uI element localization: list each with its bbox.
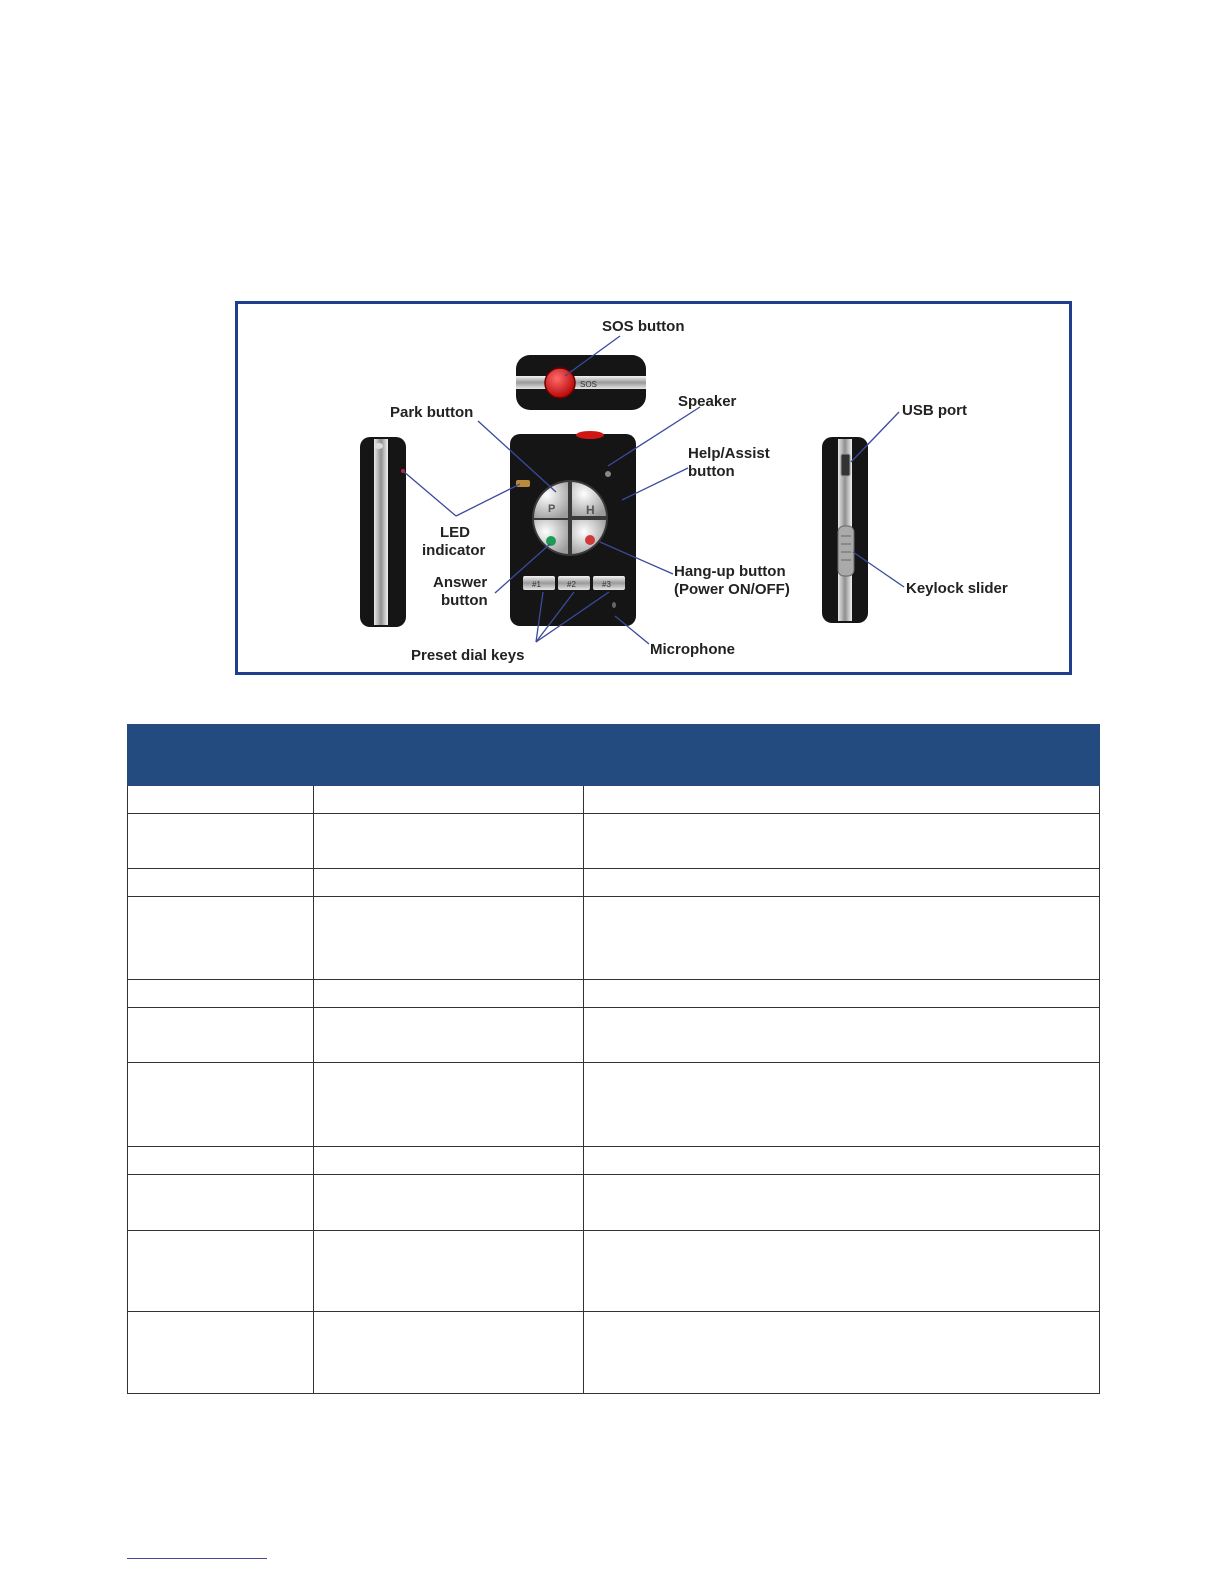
device-diagram — [238, 304, 1069, 672]
table-cell — [584, 1231, 1100, 1312]
table-cell — [128, 897, 314, 980]
led-indicator-label-1: LED — [440, 524, 470, 541]
left-side-device — [360, 437, 406, 627]
led-icon — [516, 480, 530, 487]
led-indicator-label-2: indicator — [422, 542, 486, 559]
table-row — [128, 1008, 1100, 1063]
table-cell — [584, 980, 1100, 1008]
park-button-label: Park button — [390, 404, 474, 421]
table-cell — [128, 1175, 314, 1231]
table-cell — [128, 814, 314, 869]
table-cell — [314, 869, 584, 897]
table-cell — [128, 1063, 314, 1147]
table-row — [128, 1231, 1100, 1312]
table-row — [128, 1063, 1100, 1147]
table-cell — [128, 1231, 314, 1312]
table-cell — [584, 1008, 1100, 1063]
table-row — [128, 1147, 1100, 1175]
table-row — [128, 786, 1100, 814]
preset-dial-keys-label: Preset dial keys — [411, 647, 525, 664]
usb-port-icon — [841, 454, 850, 476]
table-cell — [128, 869, 314, 897]
table-cell — [314, 1063, 584, 1147]
table-cell — [314, 1231, 584, 1312]
table-row — [128, 1175, 1100, 1231]
table-row — [128, 897, 1100, 980]
svg-text:H: H — [586, 503, 595, 517]
table-row — [128, 814, 1100, 869]
table-cell — [128, 786, 314, 814]
table-cell — [314, 1147, 584, 1175]
top-view-device — [516, 355, 646, 410]
spec-table — [127, 724, 1100, 1394]
usb-port-label: USB port — [902, 402, 967, 419]
help-assist-label-1: Help/Assist — [688, 445, 770, 462]
svg-text:#1: #1 — [532, 580, 541, 589]
table-cell — [584, 1147, 1100, 1175]
callout-labels — [390, 318, 1008, 664]
svg-text:#2: #2 — [567, 580, 576, 589]
table-row — [128, 1312, 1100, 1394]
hangup-icon — [585, 535, 595, 545]
table-header-cell — [128, 725, 314, 786]
answer-icon — [546, 536, 556, 546]
table-cell — [128, 980, 314, 1008]
table-cell — [584, 869, 1100, 897]
table-cell — [584, 814, 1100, 869]
device-diagram-figure — [235, 301, 1072, 675]
table-cell — [314, 814, 584, 869]
svg-text:#3: #3 — [602, 580, 611, 589]
sos-mark: SOS — [580, 380, 597, 389]
hangup-button-label-1: Hang-up button — [674, 563, 786, 580]
keylock-slider-icon — [838, 526, 854, 576]
table-header-cell — [314, 725, 584, 786]
answer-button-label-1: Answer — [433, 574, 488, 591]
table-header-cell — [584, 725, 1100, 786]
table-cell — [128, 1147, 314, 1175]
table-cell — [314, 897, 584, 980]
keylock-slider-label: Keylock slider — [906, 580, 1008, 597]
footnote-separator — [127, 1558, 267, 1559]
answer-button-label-2: button — [441, 592, 488, 609]
table-cell — [314, 1175, 584, 1231]
table-cell — [584, 1175, 1100, 1231]
right-side-device — [822, 437, 868, 623]
microphone-label: Microphone — [650, 641, 735, 658]
svg-text:P: P — [548, 503, 556, 515]
table-cell — [314, 1008, 584, 1063]
table-cell — [584, 1063, 1100, 1147]
table-cell — [314, 1312, 584, 1394]
table-row — [128, 869, 1100, 897]
table-cell — [584, 786, 1100, 814]
table-cell — [314, 786, 584, 814]
table-cell — [128, 1008, 314, 1063]
help-assist-label-2: button — [688, 463, 735, 480]
table-header-row — [128, 725, 1100, 786]
microphone-icon — [612, 602, 616, 608]
table-cell — [128, 1312, 314, 1394]
table-cell — [314, 980, 584, 1008]
speaker-label: Speaker — [678, 393, 737, 410]
table-cell — [584, 1312, 1100, 1394]
table-cell — [584, 897, 1100, 980]
sos-button-label: SOS button — [602, 318, 685, 335]
speaker-icon — [605, 471, 611, 477]
table-row — [128, 980, 1100, 1008]
hangup-button-label-2: (Power ON/OFF) — [674, 581, 790, 598]
